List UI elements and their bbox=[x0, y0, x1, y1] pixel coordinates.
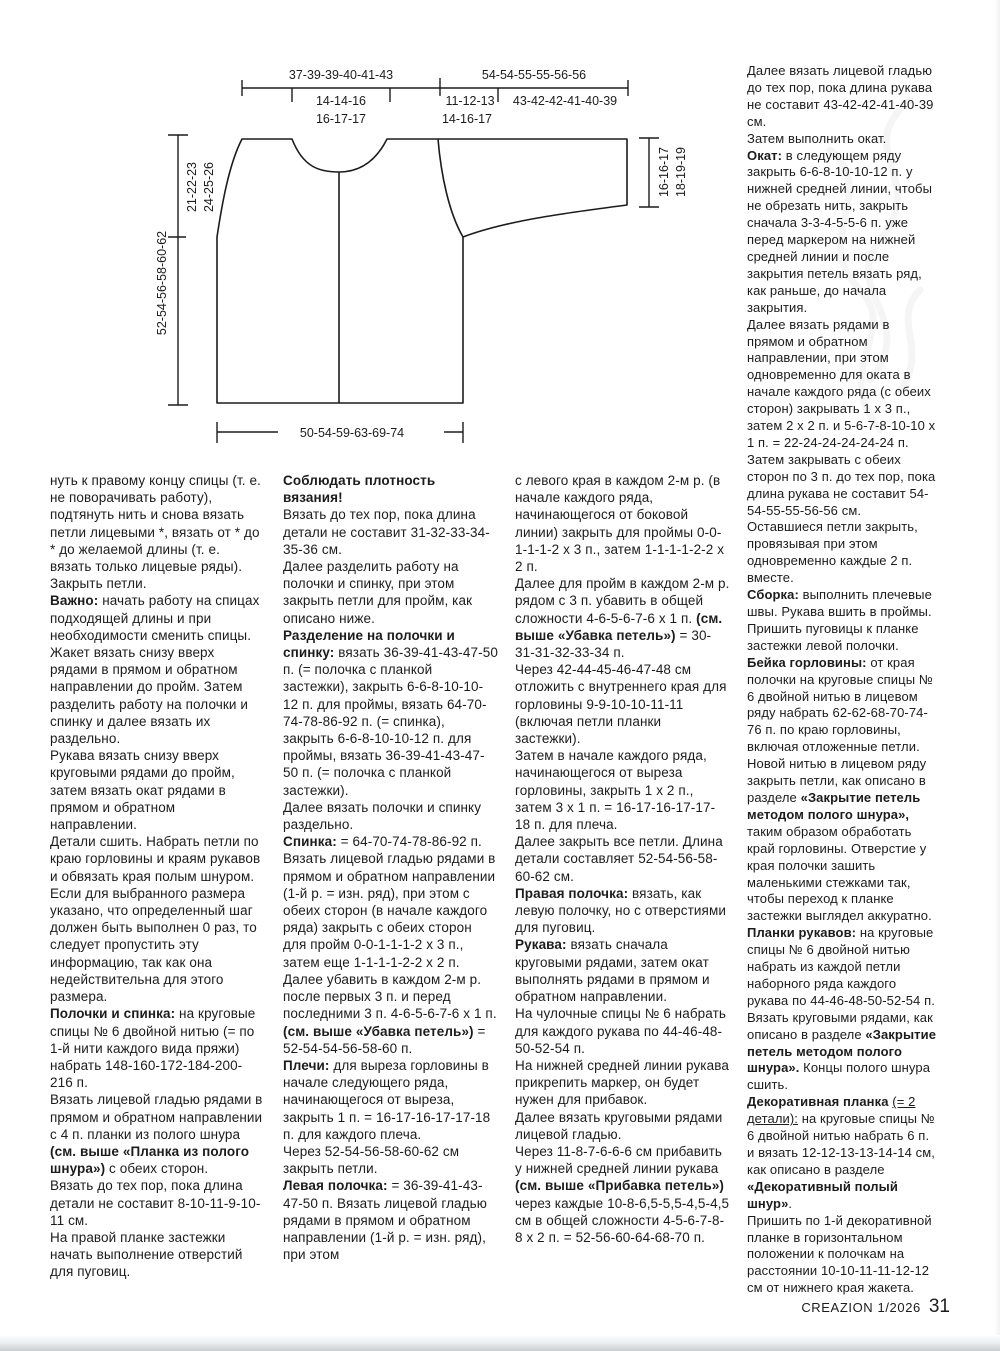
text-run: Бейка горловины: bbox=[747, 654, 871, 670]
paragraph bbox=[515, 575, 730, 661]
dim-body-width-top: 37-39-39-40-41-43 bbox=[288, 68, 394, 82]
text-run: «Закрытие петель методом полого шнура». bbox=[747, 1026, 937, 1076]
text-run: выполнить плечевые швы. Рукава вшить в проймы. Пришить пуговицы к планке застежки левой полочки. bbox=[747, 587, 932, 653]
text-run: = 52-54-54-56-58-60 п. bbox=[283, 1023, 486, 1056]
dim-total-length: 52-54-56-58-60-62 bbox=[155, 230, 169, 336]
dim-neck-width-2: 16-17-17 bbox=[315, 112, 367, 126]
text-run: Важно: bbox=[50, 593, 103, 609]
text-run: Далее для пройм в каждом 2-м р. рядом с 3 п. убавить в общей сложности 4-6-5-6-7-6 x 1 п. bbox=[515, 576, 730, 626]
paragraph bbox=[747, 587, 939, 655]
text-run: Плечи: bbox=[283, 1057, 334, 1073]
text-run: Сборка: bbox=[747, 587, 803, 603]
text-run: Левая полочка: bbox=[283, 1178, 392, 1194]
paragraph bbox=[283, 558, 498, 627]
dim-cuff-1: 16-16-17 bbox=[657, 146, 671, 198]
text-run: Окат: bbox=[747, 147, 786, 163]
paragraph bbox=[515, 661, 730, 747]
text-run: вязать, как левую полочку, но с отверстиями для пуговиц. bbox=[515, 885, 726, 936]
text-run: Концы полого шнура сшить. bbox=[747, 1060, 931, 1093]
paragraph bbox=[515, 936, 730, 1005]
text-column-4 bbox=[747, 63, 939, 1297]
paragraph bbox=[50, 833, 265, 885]
paragraph bbox=[515, 747, 730, 833]
paragraph bbox=[515, 1109, 730, 1143]
page-edge-right bbox=[994, 0, 1000, 1351]
text-run: Далее вязать лицевой гладью до тех пор, пока длина рукава не составит 43-42-42-41-40-39 см. bbox=[747, 63, 934, 129]
text-run: Затем в начале каждого ряда, начинающегося от выреза горловины, закрыть 1 x 2 п., затем 3 x 1 п. = 16-17-16-17-17-18 п. для плеча. bbox=[515, 748, 716, 833]
text-run: На чулочные спицы № 6 набрать для каждого рукава по 44-46-48-50-52-54 п. bbox=[515, 1006, 726, 1056]
text-run: от края полочки на круговые спицы № 6 двойной нитью в лицевом ряду набрать 62-62-68-70-74-76 п. по краю горловины, включая отложенные петли. Новой нитью в лицевом ряду закрыть петли, как описано в разделе bbox=[747, 654, 933, 805]
text-run: на круговые спицы № 6 двойной нитью набрать 6 п. и вязать 12-12-13-13-14-14 см, как описано в разделе bbox=[747, 1111, 935, 1177]
paragraph bbox=[50, 644, 265, 747]
text-run: через каждые 10-8-6,5-5,5-4,5-4,5 см в общей сложности 4-5-6-7-8-8 x 2 п. = 52-56-60-64-68-70 п. bbox=[515, 1195, 730, 1245]
text-run: Далее убавить в каждом 2-м р. после первых 3 п. и перед последними 3 п. 4-6-5-6-7-6 x 1 п. bbox=[283, 971, 497, 1022]
text-run: = 64-70-74-78-86-92 п. Вязать лицевой гладью рядами в прямом и обратном направлении (1-й р. = изн. ряд), при этом с обеих сторон (в начале каждого ряда) закрыть с обеих сторон для пройм 0-0-1-1-1-2 x 3 п., затем еще 1-1-1-1-2-2 x 2 п. bbox=[283, 834, 496, 970]
paragraph bbox=[50, 472, 265, 592]
text-run: . bbox=[788, 1195, 793, 1211]
text-run: (см. выше «Убавка петель») bbox=[515, 610, 723, 643]
text-run: Жакет вязать снизу вверх рядами в прямом и обратном направлении до пройм. Затем разделить работу на полочки и спинку и далее вязать их раздельно. bbox=[50, 645, 249, 747]
text-run: Далее вязать полочки и спинку раздельно. bbox=[283, 799, 482, 833]
dim-bottom-width: 50-54-59-63-69-74 bbox=[299, 426, 405, 440]
text-run: в следующем ряду закрыть 6-6-8-10-10-12 п. у нижней средней линии, чтобы не обрезать нить, закрыть сначала 3-3-4-5-5-6 п. уже перед маркером на нижней средней линии и после закрытия петель вязать ряд, как раньше, до начала закрытия. bbox=[747, 147, 933, 315]
paragraph bbox=[515, 885, 730, 937]
paragraph bbox=[283, 1143, 498, 1177]
text-run: Разделение на полочки и спинку: bbox=[283, 627, 455, 661]
paragraph bbox=[50, 1091, 265, 1177]
text-column-1 bbox=[50, 472, 265, 1281]
text-run: Затем выполнить окат. bbox=[747, 130, 887, 146]
text-run: (см. выше «Прибавка петель») bbox=[515, 1178, 725, 1194]
paragraph bbox=[50, 1177, 265, 1229]
text-run: нуть к правому концу спицы (т. е. не поворачивать работу), подтянуть нить и снова вязать петли лицевыми *, вязать от * до * до желаемой длины (т. е. вязать только лицевые ряды). Закрыть петли. bbox=[50, 473, 261, 592]
text-run: Оставшиеся петли закрыть, провязывая при этом одновременно каждые 2 п. вместе. bbox=[747, 519, 918, 586]
paragraph bbox=[747, 519, 939, 587]
paragraph bbox=[50, 885, 265, 1005]
text-run: на круговые спицы № 6 двойной нитью (= по 1-й нити каждого вида пряжи) набрать 148-160-172-184-200-216 п. bbox=[50, 1006, 256, 1091]
paragraph bbox=[515, 1057, 730, 1109]
paragraph bbox=[747, 655, 939, 926]
paragraph bbox=[515, 833, 730, 885]
text-run: Через 11-8-7-6-6-6 см прибавить у нижней средней линии рукава bbox=[515, 1143, 723, 1177]
text-run: Далее вязать рядами в прямом и обратном направлении, при этом одновременно для оката в начале каждого ряда (с обеих сторон) закрывать 1 x 3 п., затем 2 x 2 п. и 5-6-7-8-10-10 x 1 п. = 22-24-24-24-24-24 п. Затем закрывать с обеих сторон по 3 п. до тех пор, пока длина рукава не составит 54-54-55-55-56-56 см. bbox=[747, 316, 936, 518]
paragraph bbox=[747, 1213, 939, 1298]
text-run: вязать 36-39-41-43-47-50 п. (= полочка с планкой застежки), закрыть 6-6-8-10-10-12 п. для проймы, вязать 64-70-74-78-86-92 п. (= спинка), закрыть 6-6-8-10-10-12 п. для проймы, вязать 36-39-41-43-47-50 п. (= полочка с планкой застежки). bbox=[283, 645, 498, 798]
paragraph bbox=[747, 1094, 939, 1212]
text-run: вязать сначала круговыми рядами, затем окат выполнять рядами в прямом и обратном направлении. bbox=[515, 937, 710, 1005]
page-number: 31 bbox=[928, 1296, 950, 1317]
text-run: Вязать лицевой гладью рядами в прямом и обратном направлении с 4 п. планки из полого шнура bbox=[50, 1092, 263, 1142]
text-run: Соблюдать плотность вязания! bbox=[283, 473, 436, 506]
page-footer bbox=[740, 1296, 950, 1318]
paragraph bbox=[283, 1057, 498, 1143]
text-run: Рукава вязать снизу вверх круговыми рядами до пройм, затем вязать окат рядами в прямом и обратном направлении. bbox=[50, 748, 235, 833]
text-run: Пришить по 1-й декоративной планке в горизонтальном положении к полочкам на расстоянии 10-10-11-11-12-12 см от нижнего края жакета. bbox=[747, 1212, 932, 1296]
text-column-3 bbox=[515, 472, 730, 1246]
text-run: Планки рукавов: bbox=[747, 925, 860, 941]
paragraph bbox=[747, 148, 939, 317]
paragraph bbox=[283, 506, 498, 558]
text-run: Полочки и спинка: bbox=[50, 1006, 180, 1022]
text-run: Далее вязать круговыми рядами лицевой гладью. bbox=[515, 1109, 723, 1142]
garment-schematic bbox=[0, 0, 760, 470]
text-run: На нижней средней линии рукава прикрепить маркер, он будет нужен для прибавок. bbox=[515, 1057, 729, 1108]
paragraph bbox=[50, 592, 265, 644]
text-run: таким образом обработать край горловины. Отверстие у края полочки зашить маленькими стежками так, чтобы переход к планке застежки выглядел аккуратно. bbox=[747, 823, 932, 924]
text-run: На правой планке застежки начать выполнение отверстий для пуговиц. bbox=[50, 1229, 243, 1280]
text-run: с левого края в каждом 2-м р. (в начале каждого ряда, начинающегося от боковой линии) закрыть для проймы 0-0-1-1-1-2 x 3 п., затем 1-1-1-1-2-2 x 2 п. bbox=[515, 473, 725, 575]
text-run: для выреза горловины в начале следующего ряда, начинающегося от выреза, закрыть 1 п. = 16-17-16-17-17-18 п. для каждого плеча. bbox=[283, 1057, 491, 1142]
text-run: Далее разделить работу на полочки и спинку, при этом закрыть петли для пройм, как описано ниже. bbox=[283, 559, 473, 626]
paragraph bbox=[747, 925, 939, 1094]
text-run: (= 2 детали): bbox=[747, 1094, 916, 1127]
dim-armhole-depth-1: 21-22-23 bbox=[185, 161, 199, 213]
paragraph bbox=[515, 1005, 730, 1057]
text-run: Если для выбранного размера указано, что определенный шаг должен быть выполнен 0 раз, то следует пропустить эту информацию, так как она недействительна для этого размера. bbox=[50, 885, 257, 1005]
text-run: на круговые спицы № 6 двойной нитью набрать из каждой петли наборного ряда каждого рукава по 44-46-48-50-52-54 п. Вязать круговыми рядами, как описано в разделе bbox=[747, 925, 935, 1042]
text-run: Декоративная планка bbox=[747, 1094, 893, 1110]
dim-shoulder-1: 11-12-13 bbox=[445, 94, 495, 108]
text-run: начать работу на спицах подходящей длины и при необходимости сменить спицы. bbox=[50, 593, 260, 643]
paragraph bbox=[283, 971, 498, 1057]
paragraph bbox=[747, 131, 939, 148]
text-run: «Закрытие петель методом полого шнура», bbox=[747, 789, 921, 822]
paragraph bbox=[515, 1143, 730, 1246]
paragraph bbox=[50, 747, 265, 833]
garment-outline bbox=[217, 139, 627, 403]
dim-sleeve-top-total: 54-54-55-55-56-56 bbox=[481, 68, 587, 82]
paragraph bbox=[515, 472, 730, 575]
text-run: = 36-39-41-43-47-50 п. Вязать лицевой гладью рядами в прямом и обратном направлении (1-й р. = изн. ряд), при этом bbox=[283, 1178, 487, 1263]
text-run: Через 42-44-45-46-47-48 см отложить с внутреннего края для горловины 9-9-10-10-11-11 (включая петли планки застежки). bbox=[515, 662, 727, 747]
paragraph bbox=[50, 1005, 265, 1091]
dim-cuff-2: 18-19-19 bbox=[674, 146, 688, 198]
text-run: Через 52-54-56-58-60-62 см закрыть петли. bbox=[283, 1143, 460, 1177]
paragraph bbox=[50, 1229, 265, 1281]
paragraph bbox=[283, 1177, 498, 1263]
paragraph bbox=[747, 63, 939, 131]
text-run: Вязать до тех пор, пока длина детали не составит 8-10-11-9-10-11 см. bbox=[50, 1178, 261, 1228]
magazine-title: CREAZION 1/2026 bbox=[801, 1300, 921, 1315]
paragraph bbox=[747, 317, 939, 520]
sleeve-cap-line bbox=[438, 139, 463, 237]
text-run: Вязать до тех пор, пока длина детали не составит 31-32-33-34-35-36 см. bbox=[283, 507, 490, 557]
text-run: с обеих сторон. bbox=[105, 1161, 209, 1177]
dim-neck-width-1: 14-14-16 bbox=[315, 94, 367, 108]
text-run: = 30-31-31-32-33-34 п. bbox=[515, 627, 712, 661]
paragraph bbox=[283, 833, 498, 971]
text-run: Далее закрыть все петли. Длина детали составляет 52-54-56-58-60-62 см. bbox=[515, 834, 723, 884]
text-run: Спинка: bbox=[283, 834, 341, 850]
text-run: (см. выше «Убавка петель») bbox=[283, 1023, 474, 1039]
paragraph bbox=[283, 472, 498, 506]
paragraph bbox=[283, 627, 498, 799]
text-run: «Декоративный полый шнур» bbox=[747, 1178, 898, 1211]
paragraph bbox=[283, 799, 498, 833]
page-edge-shadow bbox=[0, 1335, 1000, 1351]
dim-armhole-depth-2: 24-25-26 bbox=[202, 161, 216, 213]
dim-shoulder-2: 14-16-17 bbox=[441, 112, 493, 126]
text-run: Рукава: bbox=[515, 937, 571, 953]
text-run: Детали сшить. Набрать петли по краю горловины и краям рукавов и обвязать края полым шнуром. bbox=[50, 834, 261, 884]
dim-sleeve-length: 43-42-42-41-40-39 bbox=[512, 94, 618, 108]
text-run: Правая полочка: bbox=[515, 885, 633, 901]
text-run: (см. выше «Планка из полого шнура») bbox=[50, 1143, 250, 1177]
text-column-2 bbox=[283, 472, 498, 1263]
